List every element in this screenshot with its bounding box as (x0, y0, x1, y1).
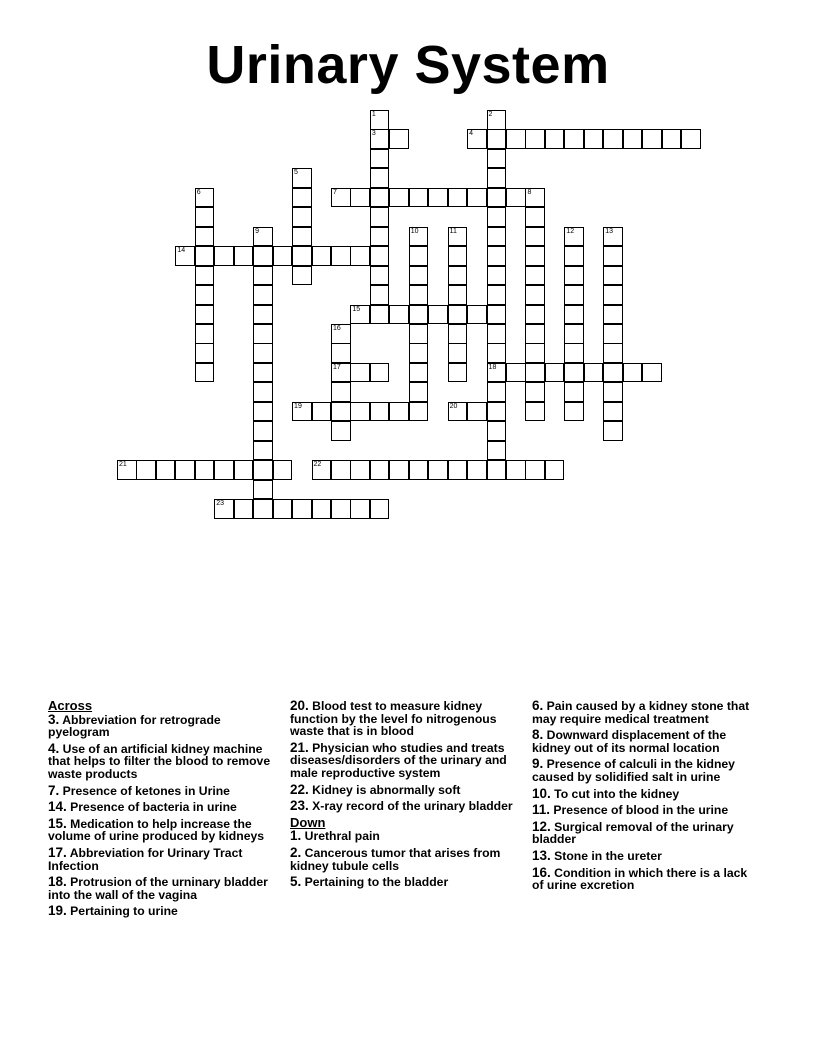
clue-number: 6 (196, 188, 201, 196)
grid-cell[interactable] (409, 363, 429, 383)
clue-down[interactable] (532, 818, 760, 847)
clue-number-label: 2. (290, 844, 302, 860)
grid-cell[interactable] (292, 188, 312, 208)
grid-cell[interactable] (487, 382, 507, 402)
clue-down[interactable] (532, 758, 760, 783)
grid-cell[interactable] (428, 188, 448, 208)
clue-across[interactable] (48, 740, 276, 781)
grid-cell[interactable] (428, 460, 448, 480)
clue-number-label: 11. (532, 802, 551, 818)
clue-text: To cut into the kidney (550, 786, 680, 801)
grid-cell[interactable] (409, 285, 429, 305)
grid-cell[interactable] (603, 129, 623, 149)
grid-cell[interactable] (156, 460, 176, 480)
clue-text: Pertaining to the bladder (301, 875, 449, 890)
grid-cell[interactable] (195, 285, 215, 305)
clue-number: 23 (216, 500, 225, 507)
clue-across[interactable] (290, 739, 518, 780)
grid-cell[interactable] (331, 246, 351, 266)
grid-cell[interactable] (409, 246, 429, 266)
clue-number-label: 3. (48, 711, 60, 727)
grid-cell[interactable] (273, 246, 293, 266)
clue-number-label: 19. (48, 903, 67, 919)
grid-cell[interactable] (195, 246, 215, 266)
grid-cell[interactable] (487, 110, 507, 130)
grid-cell[interactable] (564, 227, 584, 247)
clue-down[interactable] (532, 804, 760, 817)
grid-cell[interactable] (603, 421, 623, 441)
grid-cell[interactable] (564, 129, 584, 149)
clue-number-label: 15. (48, 815, 67, 831)
grid-cell[interactable] (331, 188, 351, 208)
clue-number: 20 (449, 402, 458, 410)
grid-cell[interactable] (487, 149, 507, 169)
clue-number-label: 16. (532, 864, 551, 880)
clue-number: 16 (332, 324, 341, 332)
clue-number: 8 (527, 188, 532, 196)
grid-cell[interactable] (623, 129, 643, 149)
clue-text: Urethral pain (301, 829, 380, 844)
grid-cell[interactable] (467, 460, 487, 480)
clue-text: Cancerous tumor that arises from kidney tubule cells (290, 845, 501, 873)
grid-cell[interactable] (545, 363, 565, 383)
clues-column-2 (290, 700, 518, 893)
clue-number-label: 1. (290, 828, 302, 844)
grid-cell[interactable] (370, 168, 390, 188)
grid-cell[interactable] (253, 246, 273, 266)
grid-cell[interactable] (370, 285, 390, 305)
grid-cell[interactable] (370, 110, 390, 130)
grid-cell[interactable] (370, 129, 390, 149)
grid-cell[interactable] (448, 188, 468, 208)
grid-cell[interactable] (292, 168, 312, 188)
grid-cell[interactable] (487, 421, 507, 441)
grid-cell[interactable] (350, 499, 370, 519)
grid-cell[interactable] (564, 382, 584, 402)
grid-cell[interactable] (487, 343, 507, 363)
clue-number: 1 (371, 111, 376, 118)
grid-cell[interactable] (370, 363, 390, 383)
clue-number-label: 18. (48, 874, 67, 890)
grid-cell[interactable] (564, 246, 584, 266)
grid-cell[interactable] (350, 246, 370, 266)
grid-cell[interactable] (681, 129, 701, 149)
grid-cell[interactable] (564, 343, 584, 363)
clues-column-3 (532, 700, 760, 896)
clue-text: Presence of calculi in the kidney caused by solidified salt in urine (532, 757, 735, 784)
grid-cell[interactable] (253, 460, 273, 480)
clue-number-label: 23. (290, 798, 309, 814)
grid-cell[interactable] (564, 266, 584, 286)
clue-across[interactable] (48, 711, 276, 740)
grid-cell[interactable] (370, 499, 390, 519)
grid-cell[interactable] (525, 382, 545, 402)
clue-number: 13 (605, 227, 614, 235)
grid-cell[interactable] (234, 499, 254, 519)
clue-across[interactable] (290, 700, 518, 738)
grid-cell[interactable] (525, 402, 545, 422)
grid-cell[interactable] (603, 266, 623, 286)
grid-cell[interactable] (312, 499, 332, 519)
grid-cell[interactable] (448, 227, 468, 247)
grid-cell[interactable] (370, 227, 390, 247)
grid-cell[interactable] (350, 305, 370, 325)
clue-down[interactable] (532, 785, 760, 801)
grid-cell[interactable] (545, 129, 565, 149)
grid-cell[interactable] (370, 149, 390, 169)
clue-text: Abbreviation for Urinary Tract Infection (48, 845, 243, 873)
across-heading: Across (48, 698, 93, 713)
grid-cell[interactable] (603, 382, 623, 402)
grid-cell[interactable] (253, 324, 273, 344)
grid-cell[interactable] (214, 499, 234, 519)
grid-cell[interactable] (175, 460, 195, 480)
grid-cell[interactable] (448, 246, 468, 266)
grid-cell[interactable] (253, 285, 273, 305)
grid-cell[interactable] (253, 343, 273, 363)
clue-number: 22 (313, 461, 322, 469)
clue-number: 18 (488, 363, 497, 371)
grid-cell[interactable] (642, 363, 662, 383)
grid-cell[interactable] (370, 305, 390, 325)
grid-cell[interactable] (564, 402, 584, 422)
grid-cell[interactable] (292, 227, 312, 247)
grid-cell[interactable] (525, 266, 545, 286)
grid-cell[interactable] (487, 246, 507, 266)
grid-cell[interactable] (642, 129, 662, 149)
grid-cell[interactable] (525, 343, 545, 363)
grid-cell[interactable] (448, 460, 468, 480)
grid-cell[interactable] (234, 460, 254, 480)
clue-number-label: 10. (532, 785, 551, 801)
grid-cell[interactable] (506, 363, 526, 383)
clue-down[interactable] (532, 700, 760, 725)
grid-cell[interactable] (603, 363, 623, 383)
clue-text: Medication to help increase the volume of urine produced by kidneys (48, 816, 265, 844)
grid-cell[interactable] (564, 324, 584, 344)
grid-cell[interactable] (603, 246, 623, 266)
clue-down[interactable] (290, 830, 518, 843)
grid-cell[interactable] (409, 266, 429, 286)
clue-text: Pertaining to urine (66, 904, 178, 919)
grid-cell[interactable] (389, 402, 409, 422)
clue-text: Protrusion of the urninary bladder into the wall of the vagina (48, 875, 268, 902)
grid-cell[interactable] (603, 402, 623, 422)
grid-cell[interactable] (487, 227, 507, 247)
grid-cell[interactable] (409, 382, 429, 402)
grid-cell[interactable] (253, 402, 273, 422)
grid-cell[interactable] (253, 421, 273, 441)
grid-cell[interactable] (331, 343, 351, 363)
grid-cell[interactable] (409, 460, 429, 480)
grid-cell[interactable] (525, 285, 545, 305)
grid-cell[interactable] (487, 441, 507, 461)
grid-cell[interactable] (389, 460, 409, 480)
grid-cell[interactable] (448, 402, 468, 422)
grid-cell[interactable] (603, 285, 623, 305)
grid-cell[interactable] (525, 305, 545, 325)
grid-cell[interactable] (448, 363, 468, 383)
clue-text: Presence of ketones in Urine (59, 783, 230, 798)
grid-cell[interactable] (448, 266, 468, 286)
grid-cell[interactable] (564, 305, 584, 325)
grid-cell[interactable] (370, 188, 390, 208)
clue-number: 9 (255, 227, 260, 235)
grid-cell[interactable] (487, 305, 507, 325)
clue-text: Kidney is abnormally soft (308, 782, 461, 797)
grid-cell[interactable] (525, 227, 545, 247)
grid-cell[interactable] (448, 305, 468, 325)
grid-cell[interactable] (331, 382, 351, 402)
grid-cell[interactable] (389, 188, 409, 208)
grid-cell[interactable] (506, 188, 526, 208)
grid-cell[interactable] (525, 460, 545, 480)
grid-cell[interactable] (389, 129, 409, 149)
grid-cell[interactable] (409, 227, 429, 247)
grid-cell[interactable] (467, 188, 487, 208)
grid-cell[interactable] (467, 129, 487, 149)
grid-cell[interactable] (331, 499, 351, 519)
grid-cell[interactable] (487, 363, 507, 383)
clue-number-label: 14. (48, 799, 67, 815)
grid-cell[interactable] (603, 305, 623, 325)
clues-column-1 (48, 700, 276, 922)
grid-cell[interactable] (564, 285, 584, 305)
grid-cell[interactable] (506, 129, 526, 149)
clue-number-label: 20. (290, 698, 309, 713)
grid-cell[interactable] (331, 421, 351, 441)
grid-cell[interactable] (331, 363, 351, 383)
grid-cell[interactable] (292, 246, 312, 266)
grid-cell[interactable] (292, 499, 312, 519)
clue-number-label: 6. (532, 698, 544, 713)
grid-cell[interactable] (312, 402, 332, 422)
clue-text: X-ray record of the urinary bladder (308, 799, 513, 814)
grid-cell[interactable] (487, 168, 507, 188)
clue-across[interactable] (48, 844, 276, 873)
grid-cell[interactable] (409, 402, 429, 422)
grid-cell[interactable] (370, 460, 390, 480)
clue-down[interactable] (532, 864, 760, 893)
clue-number-label: 22. (290, 781, 309, 797)
grid-cell[interactable] (525, 207, 545, 227)
clue-number-label: 8. (532, 727, 544, 743)
grid-cell[interactable] (195, 363, 215, 383)
grid-cell[interactable] (292, 266, 312, 286)
grid-cell[interactable] (389, 305, 409, 325)
clue-across[interactable] (48, 905, 276, 918)
clue-number: 19 (294, 402, 302, 410)
grid-cell[interactable] (584, 129, 604, 149)
clue-number: 4 (469, 130, 473, 138)
grid-cell[interactable] (253, 441, 273, 461)
grid-cell[interactable] (292, 402, 312, 422)
down-heading: Down (290, 814, 326, 830)
clue-across[interactable] (48, 876, 276, 901)
grid-cell[interactable] (350, 363, 370, 383)
grid-cell[interactable] (545, 460, 565, 480)
grid-cell[interactable] (253, 382, 273, 402)
grid-cell[interactable] (506, 460, 526, 480)
grid-cell[interactable] (487, 266, 507, 286)
clue-across[interactable] (290, 781, 518, 797)
clue-number: 7 (332, 188, 337, 196)
clue-number: 10 (410, 227, 419, 235)
grid-cell[interactable] (467, 402, 487, 422)
clue-number: 3 (371, 130, 376, 138)
grid-cell[interactable] (487, 207, 507, 227)
grid-cell[interactable] (662, 129, 682, 149)
grid-cell[interactable] (448, 343, 468, 363)
clue-number-label: 4. (48, 740, 60, 756)
grid-cell[interactable] (448, 285, 468, 305)
grid-cell[interactable] (312, 246, 332, 266)
grid-cell[interactable] (253, 305, 273, 325)
grid-cell[interactable] (603, 324, 623, 344)
grid-cell[interactable] (564, 363, 584, 383)
grid-cell[interactable] (195, 460, 215, 480)
clue-number: 2 (488, 111, 493, 118)
grid-cell[interactable] (525, 324, 545, 344)
clue-text: Physician who studies and treats diseases/disorders of the urinary and male reproductive system (290, 740, 507, 780)
clue-across[interactable] (48, 782, 276, 798)
clue-text: Pain caused by a kidney stone that may require medical treatment (532, 699, 750, 726)
grid-cell[interactable] (487, 188, 507, 208)
grid-cell[interactable] (273, 499, 293, 519)
grid-cell[interactable] (350, 188, 370, 208)
clue-number: 21 (119, 461, 127, 469)
grid-cell[interactable] (253, 499, 273, 519)
grid-cell[interactable] (487, 285, 507, 305)
grid-cell[interactable] (331, 460, 351, 480)
grid-cell[interactable] (603, 227, 623, 247)
clue-number-label: 9. (532, 756, 544, 772)
clue-down[interactable] (532, 847, 760, 863)
clue-text: Presence of bacteria in urine (66, 800, 237, 815)
grid-cell[interactable] (350, 402, 370, 422)
clue-number-label: 21. (290, 739, 309, 755)
grid-cell[interactable] (117, 460, 137, 480)
grid-cell[interactable] (623, 363, 643, 383)
grid-cell[interactable] (409, 305, 429, 325)
clue-number: 17 (332, 363, 341, 371)
grid-cell[interactable] (525, 188, 545, 208)
grid-cell[interactable] (195, 227, 215, 247)
grid-cell[interactable] (214, 246, 234, 266)
clue-down[interactable] (290, 844, 518, 873)
clue-number-label: 5. (290, 874, 302, 890)
grid-cell[interactable] (584, 363, 604, 383)
grid-cell[interactable] (234, 246, 254, 266)
clue-text: Stone in the ureter (550, 848, 662, 863)
clue-number-label: 13. (532, 847, 551, 863)
grid-cell[interactable] (525, 363, 545, 383)
clue-text: Use of an artificial kidney machine that helps to filter the blood to remove waste products (48, 741, 271, 781)
grid-cell[interactable] (253, 227, 273, 247)
grid-cell[interactable] (195, 305, 215, 325)
grid-cell[interactable] (214, 460, 234, 480)
grid-cell[interactable] (195, 188, 215, 208)
clue-number-label: 17. (48, 844, 67, 860)
grid-cell[interactable] (273, 460, 293, 480)
clue-down[interactable] (290, 876, 518, 889)
grid-cell[interactable] (195, 343, 215, 363)
grid-cell[interactable] (448, 324, 468, 344)
clue-number-label: 7. (48, 782, 60, 798)
clue-across[interactable] (48, 815, 276, 844)
grid-cell[interactable] (292, 207, 312, 227)
grid-cell[interactable] (487, 324, 507, 344)
grid-cell[interactable] (370, 246, 390, 266)
grid-cell[interactable] (195, 324, 215, 344)
grid-cell[interactable] (428, 305, 448, 325)
grid-cell[interactable] (370, 207, 390, 227)
clue-text: Condition in which there is a lack of urine excretion (532, 865, 748, 893)
clue-number: 11 (449, 227, 457, 235)
grid-cell[interactable] (370, 266, 390, 286)
grid-cell[interactable] (487, 460, 507, 480)
clue-text: Presence of blood in the urine (550, 803, 729, 818)
clue-number: 14 (177, 247, 186, 255)
grid-cell[interactable] (253, 363, 273, 383)
grid-cell[interactable] (175, 246, 195, 266)
clue-number: 5 (294, 169, 298, 177)
grid-cell[interactable] (487, 129, 507, 149)
grid-cell[interactable] (487, 402, 507, 422)
clue-number-label: 12. (532, 818, 551, 834)
grid-cell[interactable] (409, 188, 429, 208)
grid-cell[interactable] (195, 266, 215, 286)
grid-cell[interactable] (331, 324, 351, 344)
grid-cell[interactable] (331, 402, 351, 422)
clue-text: Blood test to measure kidney function by the level fo nitrogenous waste that is in blood (290, 699, 497, 739)
grid-cell[interactable] (136, 460, 156, 480)
clue-text: Abbreviation for retrograde pyelogram (48, 712, 221, 740)
grid-cell[interactable] (409, 343, 429, 363)
grid-cell[interactable] (525, 129, 545, 149)
clue-text: Downward displacement of the kidney out of its normal location (532, 728, 727, 755)
page-title: Urinary System (206, 35, 610, 95)
clue-across[interactable] (290, 800, 518, 813)
grid-cell[interactable] (370, 402, 390, 422)
grid-cell[interactable] (253, 480, 273, 500)
clue-across[interactable] (48, 801, 276, 814)
grid-cell[interactable] (409, 324, 429, 344)
grid-cell[interactable] (253, 266, 273, 286)
grid-cell[interactable] (312, 460, 332, 480)
clue-down[interactable] (532, 729, 760, 754)
grid-cell[interactable] (603, 343, 623, 363)
grid-cell[interactable] (350, 460, 370, 480)
clue-text: Surgical removal of the urinary bladder (532, 819, 734, 847)
grid-cell[interactable] (467, 305, 487, 325)
clue-number: 15 (352, 305, 361, 313)
grid-cell[interactable] (525, 246, 545, 266)
grid-cell[interactable] (195, 207, 215, 227)
clue-number: 12 (566, 227, 575, 235)
